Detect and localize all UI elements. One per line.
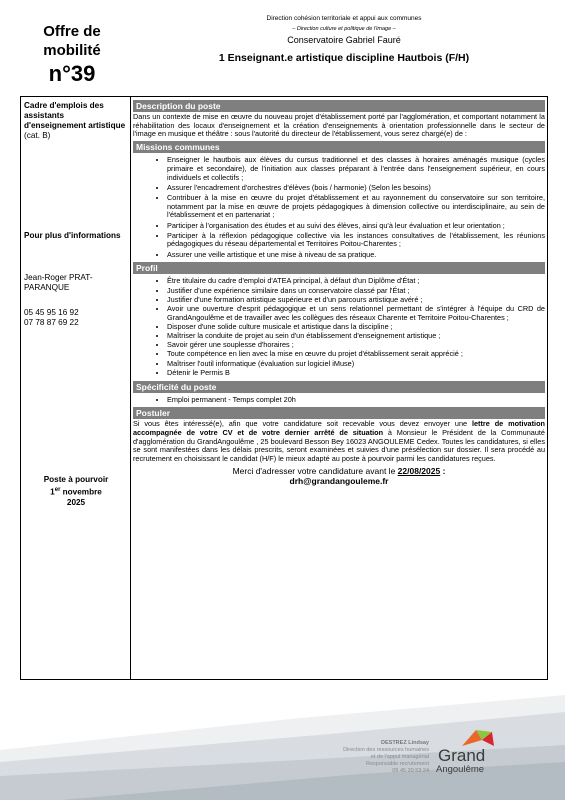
postuler-text-a: Si vous êtes intéressé(e), afin que votre candidature soit recevable vous devez envoyer une — [133, 419, 472, 429]
specificite-list — [133, 396, 545, 405]
footer-contact-role2: et de l'appui managérial — [370, 754, 429, 760]
sub-direction-label: – Direction culture et politique de l'image – — [292, 26, 396, 32]
postuler-text-b: à Monsieur le Président de la Communauté d'agglomération du GrandAngoulême , 25 boulevard Besson Bey 16023 ANGOULEME Cedex. Toutes les candidatures, si elles se sont manifestées dans les délais prescrits, seront examinées et suivies d'une présélection sur dossier. Il sera procédé au recrutement en choisissant le candidat (H/F) le mieux adapté au poste à pourvoir parmi les candidatures reçues. — [133, 427, 545, 464]
merci-text: Merci d'adresser votre candidature avant le — [232, 465, 398, 476]
offer-line1: Offre de — [43, 23, 101, 40]
logo-text-grand: Grand — [438, 746, 486, 765]
start-month: novembre — [60, 487, 102, 497]
footer-contact-phone: 05 45 20 53 24 — [392, 768, 429, 774]
list-item: • Détenir le Permis B — [167, 369, 545, 378]
offer-number: n°39 — [48, 61, 96, 86]
direction-label: Direction cohésion territoriale et appui aux communes — [266, 15, 422, 22]
list-item: • Assurer l'encadrement d'orchestres d'élèves (bois / harmonie) (Selon les besoins) — [167, 184, 545, 193]
list-item: • Être titulaire du cadre d'emploi d'ATEA principal, à défaut d'un Diplôme d'État ; — [167, 277, 545, 286]
footer — [0, 690, 565, 800]
start-year: 2025 — [66, 497, 86, 507]
contact-phone-1: 05 45 95 16 92 — [24, 308, 79, 317]
list-item: • Justifier d'une expérience similaire dans un conservatoire classé par l'État ; — [167, 287, 545, 296]
list-item: • Disposer d'une solide culture musicale et artistique dans la discipline ; — [167, 323, 545, 332]
section-description: Description du poste — [133, 100, 545, 112]
drh-email-link[interactable]: drh@grandangouleme.fr — [289, 476, 389, 487]
grandangouleme-logo — [432, 726, 504, 778]
list-item: • Justifier d'une formation artistique supérieure et d'un parcours artistique avéré ; — [167, 296, 545, 305]
offer-line2: mobilité — [43, 42, 101, 59]
logo-text-angouleme: Angoulême — [436, 764, 485, 775]
start-day-sup: er — [54, 487, 61, 493]
category-label: (cat. B) — [24, 131, 51, 140]
deadline-colon: : — [440, 465, 446, 476]
list-item: • Assurer une veille artistique et une mise à niveau de sa pratique. — [167, 251, 545, 260]
poste-label: Poste à pourvoir — [43, 475, 109, 484]
list-item: • Savoir gérer une souplesse d'horaires ; — [167, 341, 545, 350]
list-item: • Maîtriser la conduite de projet au sein d'un établissement d'enseignement artistique ; — [167, 332, 545, 341]
start-date — [24, 485, 128, 498]
list-item: • Participer à l'organisation des études et au suivi des élèves, ainsi qu'à leur évaluation et leur orientation ; — [167, 222, 545, 231]
start-day: 1 — [50, 487, 55, 497]
more-info-heading: Pour plus d'informations — [24, 231, 121, 240]
deadline-date: 22/08/2025 — [397, 465, 441, 476]
start-date-block — [24, 475, 128, 508]
deadline-block — [133, 466, 545, 487]
conservatoire-label: Conservatoire Gabriel Fauré — [287, 35, 401, 45]
section-postuler: Postuler — [133, 407, 545, 419]
contact-phones — [24, 308, 128, 328]
description-text: Dans un contexte de mise en œuvre du nouveau projet d'établissement porté par l'agglomération, et comportant notamment la réhabilitation des locaux d'enseignement et la création d'enseignements à orientation professionnelle dans le secteur de l'image en musique et théâtre : sous l'autorité du directeur de l'établissement, vous serez chargé(e) de : — [133, 112, 545, 139]
section-profil: Profil — [133, 262, 545, 274]
section-specificite: Spécificité du poste — [133, 381, 545, 393]
list-item: • Contribuer à la mise en œuvre du projet d'établissement et au rayonnement du conservatoire sur son territoire, notamment par la mise en œuvre de projets pédagogiques à dimension collective ou interdisciplinaire, au sein de l'établissement et en partenariat ; — [167, 194, 545, 220]
offer-frame — [20, 96, 548, 680]
offer-block — [22, 22, 122, 88]
list-item: • Participer à la réflexion pédagogique collective via les instances consultatives de l'établissement, les réunions pédagogiques du réseau départemental et Territoires Poitou-Charentes ; — [167, 232, 545, 249]
cadre-emplois — [24, 101, 128, 141]
profil-list — [133, 277, 545, 377]
contact-name: Jean-Roger PRAT-PARANQUE — [24, 273, 93, 292]
logo-shape-icon — [432, 726, 504, 748]
section-missions: Missions communes — [133, 141, 545, 153]
page-header — [130, 13, 558, 67]
contact-phone-2: 07 78 87 69 22 — [24, 318, 79, 327]
list-item: • Avoir une ouverture d'esprit pédagogique et un sens relationnel permettant de s'intégrer à l'équipe du CRD de GrandAngoulême et de travailler avec les collègues des réseaux Charente et Territoire Poitou-Charentes ; — [167, 305, 545, 322]
list-item: • Maîtriser l'outil informatique (évaluation sur logiciel iMuse) — [167, 360, 545, 369]
footer-contact-name: DESTREZ Lindsay — [381, 740, 429, 746]
left-column — [21, 97, 131, 679]
missions-list — [133, 156, 545, 259]
footer-contact — [305, 740, 429, 775]
list-item: • Enseigner le hautbois aux élèves du cursus traditionnel et des classes à horaires aménagés musique (cycles primaire et secondaire), de l'initiation aux classes préparant à l'entrée dans l'enseignement supérieur, en cours individuels et collectifs ; — [167, 156, 545, 182]
job-title: 1 Enseignant.e artistique discipline Hautbois (F/H) — [218, 52, 470, 64]
list-item: • Toute compétence en lien avec la mise en œuvre du projet d'établissement serait apprécié ; — [167, 350, 545, 359]
postuler-text — [133, 420, 545, 464]
footer-contact-role3: Responsable recrutement — [366, 761, 429, 767]
list-item: • Emploi permanent - Temps complet 20h — [167, 396, 545, 405]
footer-contact-role1: Direction des ressources humaines — [343, 747, 429, 753]
cadre-label: Cadre d'emplois des assistants d'enseignement artistique — [24, 101, 126, 130]
postuler-text-bold: lettre de motivation accompagnée de votre CV et de votre dernier arrêté de situation — [133, 419, 545, 437]
right-column — [133, 100, 545, 487]
